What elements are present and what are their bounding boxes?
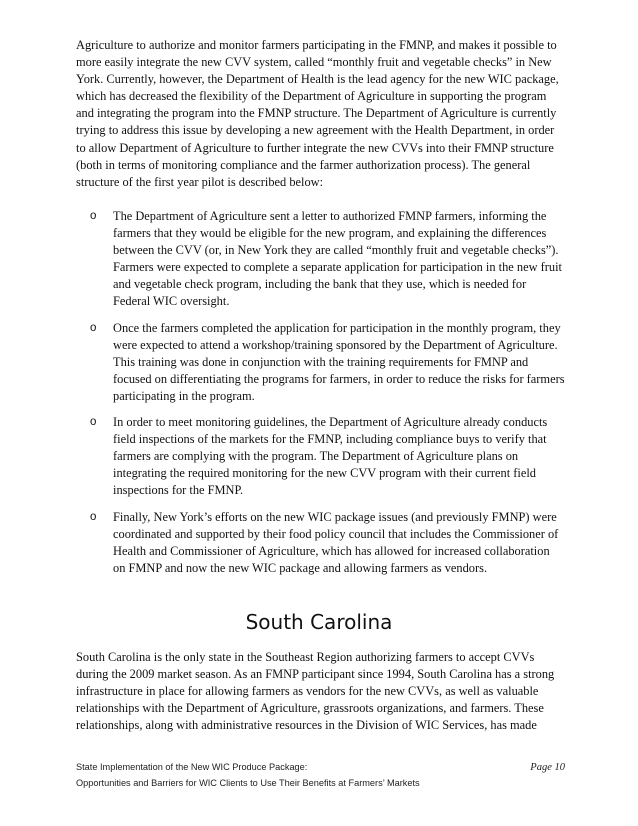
bullet-item xyxy=(76,414,565,499)
bullet-text: Once the farmers completed the application for participation in the monthly program, they were expected to attend a workshop/training sponsored by the Department of Agriculture. This training was done in conjunction with the training requirements for FMNP and focused on differentiating the programs for farmers, in order to reduce the risks for farmers participating in the program. xyxy=(113,320,565,403)
page-number: Page 10 xyxy=(530,762,565,773)
bullet-text: Finally, New York’s efforts on the new WIC package issues (and previously FMNP) were coordinated and supported by their food policy council that includes the Commissioner of Health and Commissioner of Agriculture, which has allowed for increased collaboration on FMNP and now the new WIC package and allowing farmers as vendors. xyxy=(113,509,559,575)
bullet-list xyxy=(76,208,565,586)
bullet-marker: o xyxy=(90,210,97,222)
bullet-marker: o xyxy=(90,510,97,523)
section-heading: South Carolina xyxy=(245,610,393,634)
page-footer xyxy=(76,760,565,791)
south-carolina-paragraph: South Carolina is the only state in the Southeast Region authorizing farmers to accept CVVs during the 2009 market season. As an FMNP participant since 1994, South Carolina has a strong infrastructure in place for allowing farmers as vendors for the new CVVs, as well as valuable relationships with the Department of Agriculture, grassroots organizations, and farmers. These relationships, along with administrative resources in the Division of WIC Services, has made xyxy=(76,650,555,733)
bullet-text: In order to meet monitoring guidelines, the Department of Agriculture already conducts field inspections of the markets for the FMNP, including compliance buys to verify that farmers are complying with the program. The Department of Agriculture plans on integrating the required monitoring for the new CVV program with their current field inspections for the FMNP. xyxy=(113,415,548,498)
bullet-item xyxy=(76,208,565,311)
bullet-text: The Department of Agriculture sent a letter to authorized FMNP farmers, informing the farmers that they would be eligible for the new program, and explaining the differences between the CVV (or, in New York they are called “monthly fruit and vegetable checks”). Farmers were expected to complete a separate application for participation in the new fruit and vegetable check program, including the bank that they use, which is needed for Federal WIC oversight. xyxy=(113,209,562,309)
bullet-item xyxy=(76,320,565,405)
footer-title-line2: Opportunities and Barriers for WIC Clients to Use Their Benefits at Farmers’ Markets xyxy=(76,777,420,788)
bullet-item xyxy=(76,509,565,577)
bullet-marker: o xyxy=(90,416,97,429)
bullet-marker: o xyxy=(90,321,97,334)
footer-title-line1: State Implementation of the New WIC Produce Package: xyxy=(76,762,308,772)
intro-paragraph: Agriculture to authorize and monitor farmers participating in the FMNP, and makes it possible to more easily integrate the new CVV system, called “monthly fruit and vegetable checks” in New York. Currently, however, the Department of Health is the lead agency for the new WIC package, which has decreased the flexibility of the Department of Agriculture in supporting the program and integrating the program into the FMNP structure. The Department of Agriculture is currently trying to address this issue by developing a new agreement with the Health Department, in order to allow Department of Agriculture to further integrate the new CVVs into their FMNP structure (both in terms of monitoring compliance and the farmer authorization process). The general structure of the first year pilot is described below: xyxy=(76,38,559,189)
